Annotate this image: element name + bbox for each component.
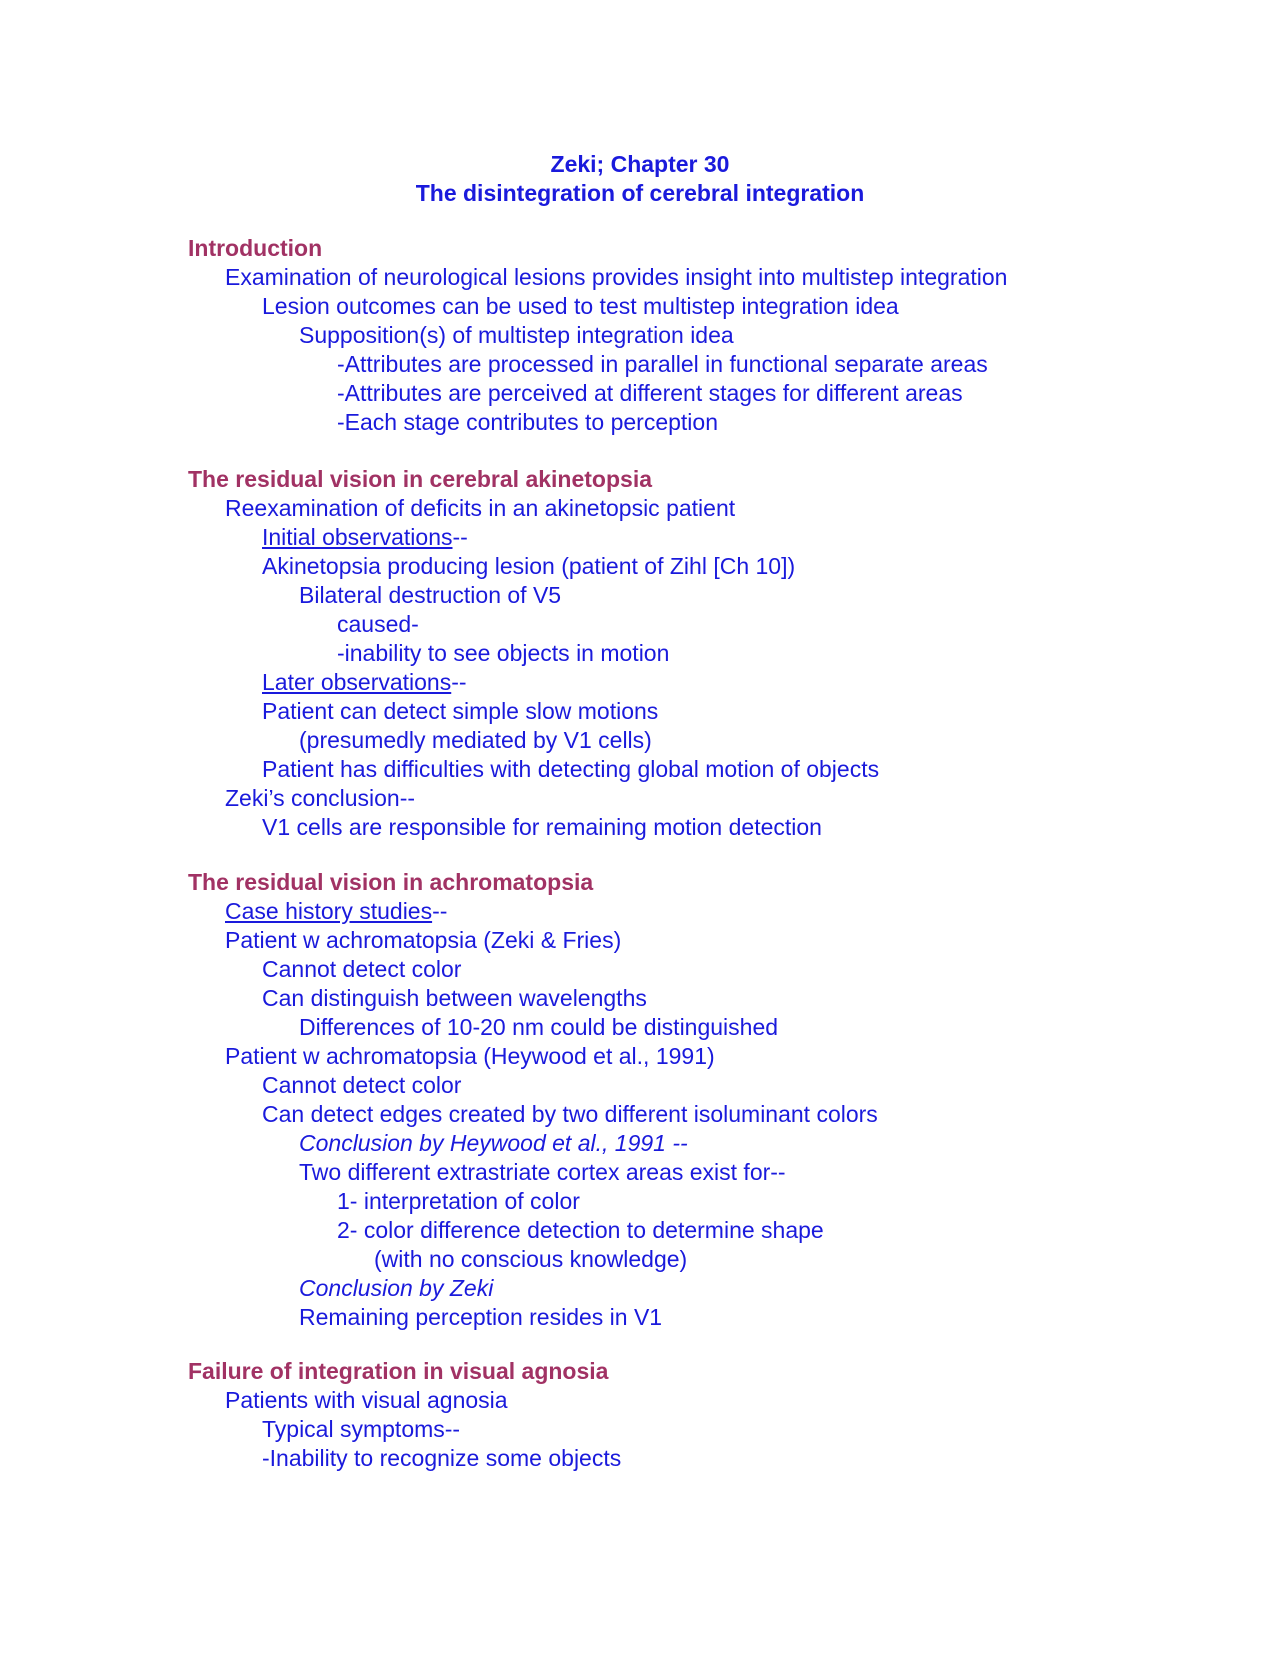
outline-line: Patient w achromatopsia (Zeki & Fries) <box>225 927 622 953</box>
document-title: Zeki; Chapter 30 <box>550 151 730 177</box>
underlined-label: Initial observations <box>262 524 453 550</box>
label-suffix: -- <box>452 524 468 550</box>
outline-line: Can detect edges created by two different isoluminant colors <box>262 1101 878 1127</box>
outline-line: -Attributes are perceived at different stages for different areas <box>337 380 963 406</box>
outline-line: Supposition(s) of multistep integration idea <box>299 322 734 348</box>
outline-line: Reexamination of deficits in an akinetopsic patient <box>225 495 736 521</box>
document-subtitle: The disintegration of cerebral integration <box>415 180 865 206</box>
outline-line: Patient w achromatopsia (Heywood et al., 1991) <box>225 1043 715 1069</box>
outline-line: Patients with visual agnosia <box>225 1387 508 1413</box>
outline-line <box>188 897 1248 926</box>
outline-line <box>188 668 1248 697</box>
outline-line: Two different extrastriate cortex areas exist for-- <box>299 1159 786 1185</box>
section-introduction <box>188 234 1248 437</box>
outline-line: -Attributes are processed in parallel in functional separate areas <box>337 351 988 377</box>
section-heading: Introduction <box>188 235 323 261</box>
label-suffix: -- <box>451 669 467 695</box>
section-achromatopsia <box>188 868 1248 1332</box>
outline-line: Conclusion by Zeki <box>299 1275 494 1301</box>
outline-line <box>188 523 1248 552</box>
section-heading: The residual vision in cerebral akinetopsia <box>188 466 652 492</box>
outline-line: Cannot detect color <box>262 1072 462 1098</box>
outline-line: Conclusion by Heywood et al., 1991 -- <box>299 1130 688 1156</box>
outline-line: Zeki’s conclusion-- <box>225 785 416 811</box>
outline-line: -inability to see objects in motion <box>337 640 670 666</box>
underlined-label: Case history studies <box>225 898 433 924</box>
outline-line: Typical symptoms-- <box>262 1416 461 1442</box>
outline-line: V1 cells are responsible for remaining motion detection <box>262 814 822 840</box>
outline-line: caused- <box>337 611 419 637</box>
outline-line: -Inability to recognize some objects <box>262 1445 622 1471</box>
outline-line: Examination of neurological lesions provides insight into multistep integration <box>225 264 1008 290</box>
outline-line: Can distinguish between wavelengths <box>262 985 647 1011</box>
outline-line: Cannot detect color <box>262 956 462 982</box>
outline-line: (with no conscious knowledge) <box>374 1246 688 1272</box>
outline-line: Akinetopsia producing lesion (patient of Zihl [Ch 10]) <box>262 553 796 579</box>
outline-line: Remaining perception resides in V1 <box>299 1304 663 1330</box>
section-heading: Failure of integration in visual agnosia <box>188 1358 609 1384</box>
outline-line: Bilateral destruction of V5 <box>299 582 562 608</box>
outline-line: Lesion outcomes can be used to test multistep integration idea <box>262 293 899 319</box>
section-visual-agnosia <box>188 1357 1248 1473</box>
label-suffix: -- <box>432 898 448 924</box>
outline-line: Patient can detect simple slow motions <box>262 698 659 724</box>
outline-line: Differences of 10-20 nm could be distinguished <box>299 1014 779 1040</box>
outline-line: -Each stage contributes to perception <box>337 409 719 435</box>
section-akinetopsia <box>188 465 1248 842</box>
outline-line: (presumedly mediated by V1 cells) <box>299 727 652 753</box>
outline-line: Patient has difficulties with detecting global motion of objects <box>262 756 880 782</box>
outline-line: 1- interpretation of color <box>337 1188 580 1214</box>
underlined-label: Later observations <box>262 669 452 695</box>
outline-line: 2- color difference detection to determine shape <box>337 1217 824 1243</box>
section-heading: The residual vision in achromatopsia <box>188 869 594 895</box>
